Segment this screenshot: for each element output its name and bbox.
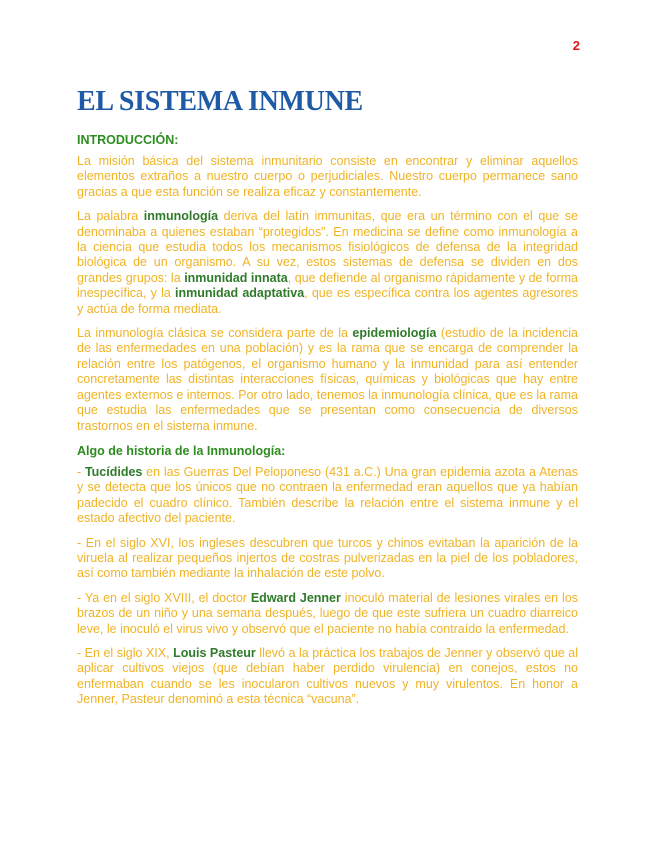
text-run: , que es específica contra los agentes agresores y actúa de forma mediata.: [77, 286, 578, 316]
intro-section: [77, 154, 578, 434]
text-run: La misión básica del sistema inmunitario consiste en encontrar y eliminar aquellos elementos extraños a nuestro cuerpo o perjudiciales. Nuestro cuerpo permanece sano gracias a que esta función se realiza eficaz y constantemente.: [77, 154, 578, 199]
paragraph: [77, 536, 578, 582]
text-run: , que defiende al organismo rápidamente y de forma inespecífica, y la: [77, 270, 578, 301]
text-run: inoculó material de lesiones virales en los brazos de un niño y una semana después, luego de que este sufriera un cuadro diarreico leve, le inoculó el virus vivo y observó que el paciente no había contraído la enfermedad.: [77, 590, 578, 636]
text-run: La palabra: [77, 209, 144, 224]
text-run: - En el siglo XIX,: [77, 645, 174, 660]
history-section: [77, 465, 578, 708]
text-run: - En el siglo XVI, los ingleses descubren que turcos y chinos evitaban la aparición de la viruela al realizar pequeños injertos de costras pulverizadas en la piel de los pobladores, así como también mediante la inhalación de este polvo.: [77, 535, 578, 581]
intro-heading: INTRODUCCIÓN:: [77, 133, 179, 147]
bold-term: inmunidad innata: [184, 270, 288, 285]
text-run: deriva del latín immunitas, que era un término con el que se denominaba a quienes estaban “protegidos”. En medicina se define como inmunología a la ciencia que estudia todos los mecanismos fisiológicos de defensa de la integridad biológica de un organismo. A su vez, estos sistemas de defensa se dividen en dos grandes grupos: la: [77, 209, 578, 285]
bold-term: Edward Jenner: [250, 590, 341, 605]
text-run: La inmunología clásica se considera parte de la: [77, 326, 353, 341]
history-heading: Algo de historia de la Inmunología:: [77, 443, 286, 458]
bold-term: epidemiología: [352, 326, 437, 341]
text-run: (estudio de la incidencia de las enfermedades en una población) y es la rama que se encarga de comprender la relación entre los patógenos, el organismo humano y la inmunidad para así entender concretamente las distintas interacciones físicas, químicas y biológicas que hay entre agentes externos e internos. Por otro lado, tenemos la inmunología clínica, que es la rama que estudia las enfermedades que se presentan como consecuencia de diversos trastornos en el sistema inmune.: [77, 326, 578, 433]
bold-term: inmunidad adaptativa: [174, 286, 305, 301]
text-run: - Ya en el siglo XVIII, el doctor: [77, 590, 251, 605]
page-number: 2: [572, 38, 580, 53]
text-run: en las Guerras Del Peloponeso (431 a.C.) Una gran epidemia azota a Atenas y se detecta que los únicos que no contraen la enfermedad eran aquellos que ya habían padecido el cuadro clínico. También describe la relación entre el sistema inmune y el estado afectivo del paciente.: [77, 464, 578, 526]
paragraph: [77, 646, 578, 708]
paragraph: [77, 591, 578, 637]
paragraph: [77, 465, 578, 527]
paragraph: [77, 154, 578, 200]
document-body: [77, 132, 578, 717]
bold-term: Louis Pasteur: [173, 645, 256, 660]
bold-term: inmunología: [143, 209, 219, 224]
text-run: llevó a la práctica los trabajos de Jenner y observó que al aplicar cultivos viejos (que debían haber perdido virulencia) en conejos, estos no enfermaban cuando se les inocularon cultivos nuevos y muy virulentos. En honor a Jenner, Pasteur denominó a esta técnica “vacuna”.: [77, 645, 578, 707]
text-run: -: [77, 464, 85, 479]
paragraph: [77, 209, 578, 317]
bold-term: Tucídides: [84, 464, 143, 479]
paragraph: [77, 326, 578, 434]
document-title: EL SISTEMA INMUNE: [77, 86, 363, 117]
